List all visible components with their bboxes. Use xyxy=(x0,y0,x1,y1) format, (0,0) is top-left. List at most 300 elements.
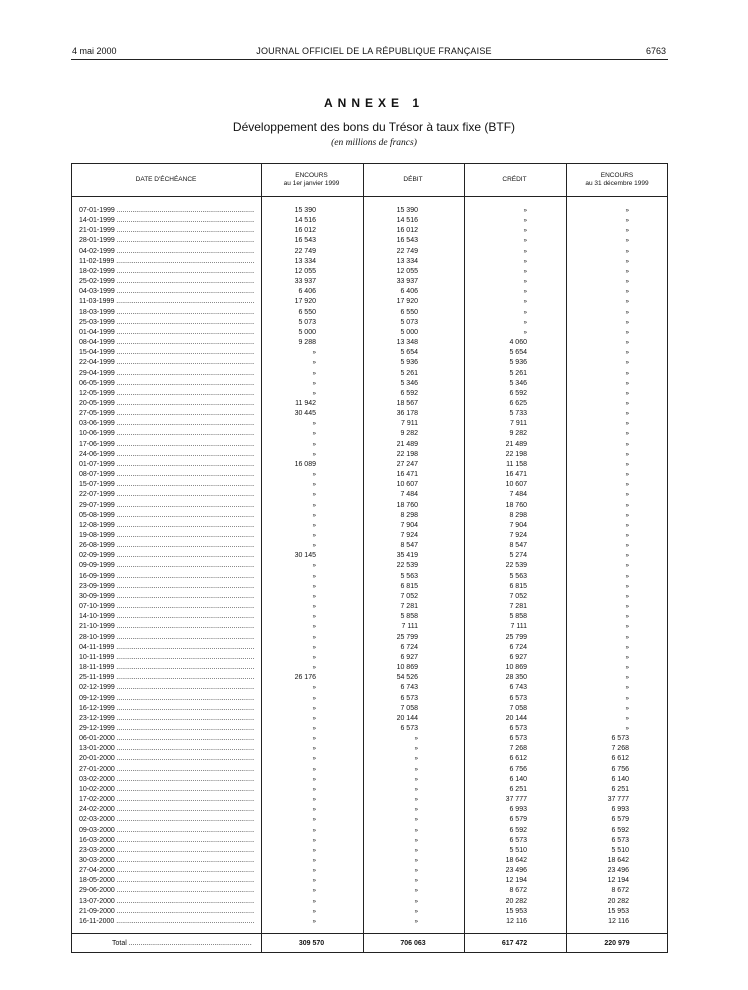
row-debit: 13 348 xyxy=(396,339,418,347)
total-encours-start: 309 570 xyxy=(298,940,325,947)
row-encours-start: » xyxy=(312,593,316,600)
table-row xyxy=(72,308,667,318)
total-separator xyxy=(72,933,667,934)
row-debit: 20 144 xyxy=(396,714,418,722)
row-debit: » xyxy=(414,898,418,905)
row-debit: 6 724 xyxy=(400,643,418,651)
row-encours-end: » xyxy=(625,228,629,235)
row-encours-start: » xyxy=(312,797,316,804)
row-date: 18-05-2000 ..... xyxy=(79,876,254,886)
row-date: 30-03-2000 ..... xyxy=(79,856,254,866)
row-date: 02-12-1999 ..... xyxy=(79,683,254,693)
row-encours-start: » xyxy=(312,583,316,590)
row-date: 09-12-1999 ..... xyxy=(79,694,254,704)
row-encours-end: » xyxy=(625,725,629,732)
row-credit: 12 194 xyxy=(505,877,527,885)
row-debit: 7 052 xyxy=(400,592,418,600)
table-row xyxy=(72,216,667,226)
row-date: 29-07-1999 ..... xyxy=(79,501,254,511)
row-debit: 17 920 xyxy=(396,298,418,306)
row-encours-start: » xyxy=(312,604,316,611)
row-encours-end: 6 592 xyxy=(611,826,629,834)
row-encours-start: » xyxy=(312,533,316,539)
row-debit: » xyxy=(414,817,418,824)
row-credit: 20 144 xyxy=(505,714,527,722)
row-encours-start: » xyxy=(312,827,316,834)
row-encours-start: 6 550 xyxy=(298,308,316,316)
row-encours-end: 6 573 xyxy=(611,735,629,743)
row-credit: 6 573 xyxy=(509,836,527,844)
col-header-debit-label: DÉBIT xyxy=(403,175,423,183)
row-encours-start: » xyxy=(312,736,316,743)
row-encours-end: » xyxy=(625,472,629,479)
row-encours-start: » xyxy=(312,380,316,387)
row-debit: 13 334 xyxy=(396,257,418,265)
row-credit: » xyxy=(523,238,527,245)
total-row xyxy=(72,936,667,952)
row-credit: 7 924 xyxy=(509,532,527,539)
row-encours-start: » xyxy=(312,878,316,885)
row-debit: » xyxy=(414,918,418,925)
row-credit: 6 140 xyxy=(509,775,527,783)
row-date: 08-04-1999 ..... xyxy=(79,338,254,348)
table-row xyxy=(72,694,667,704)
row-encours-end: » xyxy=(625,583,629,590)
row-encours-start: » xyxy=(312,431,316,438)
row-date: 17-02-2000 ..... xyxy=(79,795,254,805)
table-row xyxy=(72,795,667,805)
row-date: 05-08-1999 ..... xyxy=(79,511,254,521)
row-encours-end: 7 268 xyxy=(611,745,629,753)
table-row xyxy=(72,460,667,470)
header-page-number: 6763 xyxy=(646,46,667,56)
row-credit: » xyxy=(523,208,527,214)
row-debit: 22 198 xyxy=(396,450,418,458)
row-debit: » xyxy=(414,807,418,814)
table-row xyxy=(72,501,667,511)
table-row xyxy=(72,653,667,663)
row-encours-start: » xyxy=(312,725,316,732)
col-header-date xyxy=(72,164,260,196)
row-encours-end: » xyxy=(625,614,629,621)
row-date: 26-08-1999 ..... xyxy=(79,541,254,551)
row-credit: » xyxy=(523,329,527,336)
row-encours-start: 30 445 xyxy=(294,410,316,418)
row-credit: 10 607 xyxy=(505,481,527,489)
row-encours-start: » xyxy=(312,543,316,550)
row-date: 15-07-1999 ..... xyxy=(79,480,254,490)
col-header-encours-end-line1: ENCOURS xyxy=(600,171,634,179)
row-credit: 6 993 xyxy=(509,806,527,814)
row-encours-end: » xyxy=(625,451,629,458)
row-date: 16-03-2000 ..... xyxy=(79,836,254,846)
row-date: 04-02-1999 ..... xyxy=(79,247,254,257)
row-encours-start: 11 942 xyxy=(295,399,316,407)
row-encours-end: 8 672 xyxy=(611,887,629,895)
row-debit: » xyxy=(414,868,418,875)
row-encours-end: » xyxy=(625,340,629,347)
row-date: 13-07-2000 ..... xyxy=(79,897,254,907)
row-credit: » xyxy=(523,319,527,326)
row-credit: 25 799 xyxy=(505,633,527,641)
row-debit: » xyxy=(414,888,418,895)
row-encours-end: » xyxy=(625,258,629,265)
row-date: 08-07-1999 ..... xyxy=(79,470,254,480)
row-encours-start: » xyxy=(312,624,316,631)
table-row xyxy=(72,897,667,907)
row-credit: 9 282 xyxy=(509,430,527,438)
row-credit: 20 282 xyxy=(505,897,527,905)
row-debit: 7 058 xyxy=(400,704,418,712)
row-date: 12-08-1999 ..... xyxy=(79,521,254,531)
table-row xyxy=(72,338,667,348)
row-encours-start: » xyxy=(312,654,316,661)
row-encours-start: 6 406 xyxy=(298,288,316,296)
row-date: 11-02-1999 ..... xyxy=(79,257,254,267)
table-row xyxy=(72,866,667,876)
row-credit: 15 953 xyxy=(505,907,527,915)
table-row xyxy=(72,470,667,480)
row-credit: 4 060 xyxy=(509,339,527,347)
row-encours-start: 16 012 xyxy=(294,227,316,235)
table-row xyxy=(72,480,667,490)
row-credit: 22 539 xyxy=(505,562,527,570)
row-credit: 6 625 xyxy=(509,399,527,407)
row-date: 14-10-1999 ..... xyxy=(79,612,254,622)
row-date: 28-01-1999 ..... xyxy=(79,236,254,246)
col-header-date-label: DATE D'ÉCHÉANCE xyxy=(135,175,197,183)
row-date: 29-12-1999 ..... xyxy=(79,724,254,734)
row-encours-end: » xyxy=(625,654,629,661)
row-encours-end: » xyxy=(625,218,629,225)
row-encours-start: » xyxy=(312,522,316,529)
row-encours-start: 9 288 xyxy=(298,339,316,347)
table-row xyxy=(72,429,667,439)
row-credit: » xyxy=(523,279,527,286)
row-encours-start: » xyxy=(312,644,316,651)
row-date: 23-12-1999 ..... xyxy=(79,714,254,724)
row-encours-end: 6 140 xyxy=(611,775,629,783)
row-encours-start: » xyxy=(312,786,316,793)
row-encours-start: » xyxy=(312,807,316,814)
row-credit: 23 496 xyxy=(505,867,527,875)
header-separator xyxy=(72,196,667,197)
row-encours-end: 6 579 xyxy=(611,816,629,824)
row-encours-end: 15 953 xyxy=(607,907,629,915)
table-row xyxy=(72,734,667,744)
row-encours-end: » xyxy=(625,309,629,316)
row-credit: 6 592 xyxy=(509,389,527,397)
row-credit: 8 672 xyxy=(509,887,527,895)
col-header-encours-start-line1: ENCOURS xyxy=(295,171,328,179)
table-row xyxy=(72,531,667,541)
row-encours-start: 16 089 xyxy=(294,460,316,468)
row-debit: 5 563 xyxy=(400,572,418,580)
table-row xyxy=(72,369,667,379)
row-encours-end: » xyxy=(625,370,629,377)
row-debit: » xyxy=(414,797,418,804)
row-debit: 7 924 xyxy=(400,532,418,539)
row-debit: 6 815 xyxy=(400,582,418,590)
row-encours-start: » xyxy=(312,472,316,479)
table-row xyxy=(72,765,667,775)
table-row xyxy=(72,815,667,825)
row-encours-start: » xyxy=(312,746,316,753)
row-date: 07-10-1999 ..... xyxy=(79,602,254,612)
row-encours-end: » xyxy=(625,695,629,702)
row-date: 02-09-1999 ..... xyxy=(79,551,254,561)
row-credit: 6 573 xyxy=(509,724,527,732)
table-row xyxy=(72,836,667,846)
row-encours-end: » xyxy=(625,238,629,245)
table-row xyxy=(72,409,667,419)
row-encours-start: 13 334 xyxy=(294,257,316,265)
table-row xyxy=(72,277,667,287)
row-date: 10-06-1999 ..... xyxy=(79,429,254,439)
row-debit: 6 573 xyxy=(400,724,418,732)
col-header-debit xyxy=(363,164,463,196)
row-debit: 7 904 xyxy=(400,521,418,529)
row-encours-start: 15 390 xyxy=(294,207,316,214)
table-row xyxy=(72,775,667,785)
row-encours-start: » xyxy=(312,665,316,672)
row-credit: 5 510 xyxy=(509,846,527,854)
table-row xyxy=(72,399,667,409)
row-debit: 5 346 xyxy=(400,379,418,387)
annexe-heading: ANNEXE 1 xyxy=(323,96,425,110)
table-row xyxy=(72,805,667,815)
row-encours-end: 12 194 xyxy=(607,877,629,885)
table-row xyxy=(72,917,667,927)
row-debit: 7 111 xyxy=(401,623,418,631)
row-credit: 37 777 xyxy=(505,796,527,804)
row-encours-end: 20 282 xyxy=(607,897,629,905)
row-date: 17-06-1999 ..... xyxy=(79,440,254,450)
row-debit: 6 550 xyxy=(400,308,418,316)
row-credit: 5 936 xyxy=(509,359,527,367)
row-debit: 5 073 xyxy=(400,318,418,326)
row-encours-start: 30 145 xyxy=(294,552,316,560)
row-credit: 22 198 xyxy=(505,450,527,458)
row-encours-end: » xyxy=(625,390,629,397)
table-row xyxy=(72,379,667,389)
row-credit: » xyxy=(523,258,527,265)
row-credit: 6 612 xyxy=(509,755,527,763)
row-encours-end: » xyxy=(625,441,629,448)
row-credit: 16 471 xyxy=(505,471,527,479)
row-date: 16-11-2000 ..... xyxy=(79,917,254,927)
row-date: 01-07-1999 ..... xyxy=(79,460,254,470)
row-credit: 7 904 xyxy=(509,521,527,529)
row-credit: 11 158 xyxy=(506,460,527,468)
row-encours-start: 22 749 xyxy=(294,247,316,255)
row-credit: » xyxy=(523,228,527,235)
row-encours-start: » xyxy=(312,817,316,824)
row-debit: 15 390 xyxy=(396,207,418,214)
row-date: 04-03-1999 ..... xyxy=(79,287,254,297)
table-row xyxy=(72,886,667,896)
row-encours-start: » xyxy=(312,573,316,580)
row-encours-end: » xyxy=(625,279,629,286)
row-encours-end: » xyxy=(625,400,629,407)
row-debit: 5 936 xyxy=(400,359,418,367)
row-encours-start: 33 937 xyxy=(294,278,316,286)
table-row xyxy=(72,572,667,582)
row-encours-start: 26 176 xyxy=(294,674,316,682)
row-credit: 6 743 xyxy=(509,684,527,692)
row-encours-end: 6 573 xyxy=(611,836,629,844)
row-encours-start: » xyxy=(312,888,316,895)
row-credit: 6 573 xyxy=(509,735,527,743)
header-rule xyxy=(71,59,668,60)
table-row xyxy=(72,257,667,267)
table-row xyxy=(72,226,667,236)
row-debit: 54 526 xyxy=(396,674,418,682)
row-date: 03-02-2000 ..... xyxy=(79,775,254,785)
table-row xyxy=(72,247,667,257)
row-encours-start: » xyxy=(312,492,316,499)
row-encours-end: » xyxy=(625,421,629,428)
table-row xyxy=(72,846,667,856)
total-debit: 706 063 xyxy=(400,940,426,947)
row-credit: 5 654 xyxy=(509,349,527,357)
row-debit: 6 927 xyxy=(400,653,418,661)
row-credit: » xyxy=(523,248,527,255)
row-credit: 6 724 xyxy=(509,643,527,651)
row-credit: 18 642 xyxy=(505,857,527,864)
row-date: 29-06-2000 ..... xyxy=(79,886,254,896)
row-debit: 21 489 xyxy=(396,440,418,448)
row-credit: 5 346 xyxy=(509,379,527,387)
row-date: 20-05-1999 ..... xyxy=(79,399,254,409)
row-encours-end: » xyxy=(625,350,629,357)
row-encours-start: » xyxy=(312,421,316,428)
row-encours-end: » xyxy=(625,573,629,580)
row-debit: 14 516 xyxy=(396,217,418,225)
row-date: 11-03-1999 ..... xyxy=(79,297,254,307)
row-date: 02-03-2000 ..... xyxy=(79,815,254,825)
row-encours-end: 18 642 xyxy=(607,857,629,864)
row-date: 27-05-1999 ..... xyxy=(79,409,254,419)
row-credit: 10 869 xyxy=(505,664,527,672)
row-debit: 6 406 xyxy=(400,288,418,296)
row-encours-end: 6 756 xyxy=(611,765,629,773)
table-row xyxy=(72,622,667,632)
row-encours-end: » xyxy=(625,604,629,611)
table-row xyxy=(72,328,667,338)
row-encours-start: » xyxy=(312,756,316,763)
row-credit: 12 116 xyxy=(506,917,527,925)
row-date: 18-02-1999 ..... xyxy=(79,267,254,277)
row-encours-end: » xyxy=(625,380,629,387)
row-debit: 25 799 xyxy=(396,633,418,641)
row-date: 27-01-2000 ..... xyxy=(79,765,254,775)
row-date: 03-06-1999 ..... xyxy=(79,419,254,429)
row-encours-end: » xyxy=(625,482,629,489)
row-credit: 18 760 xyxy=(505,501,527,509)
row-encours-end: 23 496 xyxy=(607,867,629,875)
row-debit: » xyxy=(414,847,418,854)
row-date: 25-03-1999 ..... xyxy=(79,318,254,328)
table-row xyxy=(72,856,667,866)
row-credit: 21 489 xyxy=(505,440,527,448)
table-row xyxy=(72,521,667,531)
row-encours-start: » xyxy=(312,512,316,519)
row-credit: » xyxy=(523,289,527,296)
table-row xyxy=(72,876,667,886)
row-debit: 6 573 xyxy=(400,694,418,702)
row-encours-end: » xyxy=(625,553,629,560)
row-encours-start: 5 073 xyxy=(298,318,316,326)
col-header-credit-label: CRÉDIT xyxy=(502,175,527,183)
row-credit: 6 815 xyxy=(509,582,527,590)
row-encours-end: » xyxy=(625,715,629,722)
row-date: 07-01-1999 ..... xyxy=(79,206,254,216)
table-row xyxy=(72,602,667,612)
table-row xyxy=(72,754,667,764)
row-encours-end: 6 993 xyxy=(611,806,629,814)
row-encours-start: » xyxy=(312,685,316,692)
table-row xyxy=(72,907,667,917)
row-encours-start: 17 920 xyxy=(294,298,316,306)
row-debit: 6 592 xyxy=(400,389,418,397)
row-encours-start: » xyxy=(312,908,316,915)
table-row xyxy=(72,714,667,724)
row-encours-start: » xyxy=(312,451,316,458)
row-encours-end: » xyxy=(625,512,629,519)
row-encours-end: » xyxy=(625,492,629,499)
row-credit: 7 484 xyxy=(509,491,527,499)
table-row xyxy=(72,541,667,551)
row-debit: 5 261 xyxy=(400,369,418,377)
table-row xyxy=(72,612,667,622)
row-credit: 6 573 xyxy=(509,694,527,702)
row-date: 16-09-1999 ..... xyxy=(79,572,254,582)
row-encours-start: » xyxy=(312,705,316,712)
row-encours-end: » xyxy=(625,705,629,712)
row-date: 22-04-1999 ..... xyxy=(79,358,254,368)
table-row xyxy=(72,633,667,643)
row-encours-end: 37 777 xyxy=(607,796,629,804)
row-date: 21-10-1999 ..... xyxy=(79,622,254,632)
row-encours-end: 5 510 xyxy=(611,846,629,854)
row-date: 06-05-1999 ..... xyxy=(79,379,254,389)
row-credit: » xyxy=(523,268,527,275)
row-date: 21-01-1999 ..... xyxy=(79,226,254,236)
row-date: 01-04-1999 ..... xyxy=(79,328,254,338)
row-debit: 35 419 xyxy=(396,552,418,560)
table-row xyxy=(72,297,667,307)
table-row xyxy=(72,582,667,592)
table-row xyxy=(72,551,667,561)
row-date: 04-11-1999 ..... xyxy=(79,643,254,653)
row-encours-start: » xyxy=(312,390,316,397)
row-debit: 10 607 xyxy=(396,481,418,489)
table-row xyxy=(72,358,667,368)
table-row xyxy=(72,744,667,754)
row-encours-end: » xyxy=(625,431,629,438)
row-credit: 5 261 xyxy=(509,369,527,377)
row-date: 29-04-1999 ..... xyxy=(79,369,254,379)
row-encours-start: » xyxy=(312,868,316,875)
row-date: 30-09-1999 ..... xyxy=(79,592,254,602)
row-encours-end: » xyxy=(625,533,629,539)
row-debit: 18 760 xyxy=(396,501,418,509)
row-date: 27-04-2000 ..... xyxy=(79,866,254,876)
row-date: 09-03-2000 ..... xyxy=(79,826,254,836)
row-debit: » xyxy=(414,756,418,763)
row-date: 12-05-1999 ..... xyxy=(79,389,254,399)
